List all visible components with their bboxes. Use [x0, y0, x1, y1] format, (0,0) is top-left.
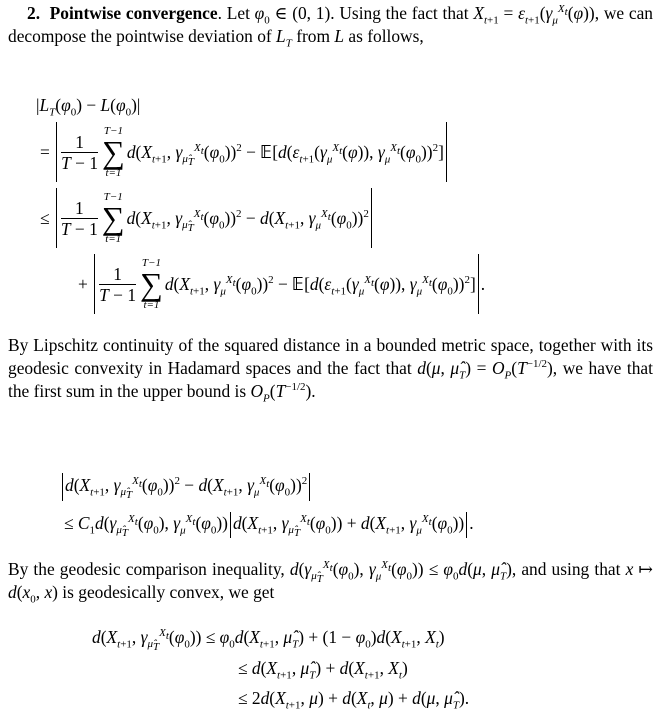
- lipschitz-paragraph: By Lipschitz continuity of the squared distance in a bounded metric space, together with its geodesic convexity in Hadamard spaces and the fact that d(μ, $\mû_T) = O_P(T^{-1/2})$, we have that the first sum in the upper bound is $O_P(T^{-1/2})$.: [8, 335, 653, 405]
- eq2-line1: $d(X_{t+1}$, $\gamma_{\mû_T}^{X_t}(\varphi_0))^2 - d(X_{t+1}$, $\gamma_\mu^{X_t}(\varphi_0))^2$: [60, 470, 312, 500]
- section-number: 2.: [27, 3, 41, 23]
- eq2-line2: ≤ $C_1d(\gamma_{\mû_T}^{X_t}(\varphi_0)$, $\gamma_\mu^{X_t}(\varphi_0)$) $d(X_{t+1}$, $\gamma_{\mû_T}^{X_t}(\varphi_0)) + d(X_{t+1}$, $\gamma_\mu^{X_t}(\varphi_0)$) .: [64, 513, 474, 540]
- section-title: Pointwise convergence: [49, 3, 218, 23]
- eq3-line3: ≤ $2d(X_{t+1}$, $\mu) + d(X_t$, μ) + d(μ, $\mû_T$).: [238, 688, 470, 712]
- geodesic-paragraph: By the geodesic comparison inequality, $d(\gamma_{\mû_T}^{X_t}(\varphi_0)$, $\gamma_\mu^{X_t}(\varphi_0)) \le \varphi_0d(\mu$, $\mû_T$), and using that x ↦ $d(x_0$, x) is geodesically convex, we get: [8, 559, 653, 606]
- eq3-line1: $d(X_{t+1}$, $\gamma_{\mû_T}^{X_t}(\varphi_0)) \le \varphi_0d(X_{t+1}$, $\mû_T) + (1 - \varphi_0)d(X_{t+1}$, $X_t$): [92, 627, 445, 654]
- eq1-line3: + $\frac{1}{T - 1}$ T−1 ∑ t=1 $d(X_{t+1}$, $\gamma_\mu^{X_t}(\varphi_0))^2$ − $𝔼[d(\varepsilon_{t+1}(\gamma_\mu^{X_t}(\varphi))$, $\gamma_\mu^{X_t}(\varphi_0))^2$] .: [78, 254, 485, 318]
- eq1-line2: ≤ $\frac{1}{T - 1}$ T−1 ∑ t=1 $d(X_{t+1}$, $\gamma_{\mû_T}^{X_t}(\varphi_0))^2 - d(X_{t+1}$, $\gamma_\mu^{X_t}(\varphi_0))^2$: [40, 188, 374, 252]
- eq1-line1: = $\frac{1}{T - 1}$ T−1 ∑ t=1 $d(X_{t+1}$, $\gamma_{\mû_T}^{X_t}(\varphi_0))^2$ − $𝔼[d(\varepsilon_{t+1}(\gamma_\mu^{X_t}(\varphi))$, $\gamma_\mu^{X_t}(\varphi_0))^2$]: [40, 122, 449, 186]
- eq3-line2: ≤ $d(X_{t+1}$, $\mû_T) + d(X_{t+1}$, $X_t$): [238, 658, 408, 682]
- intro-paragraph: 2. Pointwise convergence. Let $\varphi_0$ ∈ (0, 1). Using the fact that $X_{t+1} = \varepsilon_{t+1}(\gamma_\mu^{X_t}(\varphi))$, we can decompose the pointwise deviation of $L_T$ from L as follows,: [8, 3, 653, 50]
- eq1-lhs: $|L_T(\varphi_0) - L(\varphi_0)|$: [36, 95, 141, 119]
